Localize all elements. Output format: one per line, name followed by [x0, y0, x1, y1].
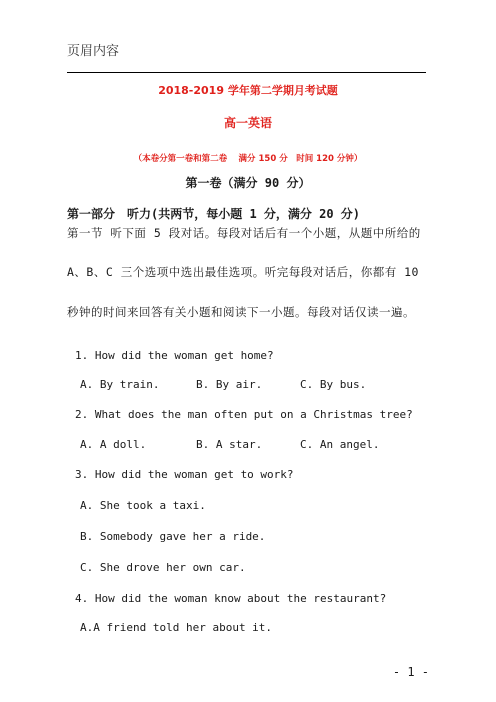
question-3-option-c: C. She drove her own car. — [80, 561, 246, 574]
part-heading: 第一部分 听力(共两节，每小题 1 分，满分 20 分) — [67, 207, 361, 221]
question-3-option-b: B. Somebody gave her a ride. — [80, 530, 266, 543]
instruction-line-2: A、B、C 三个选项中选出最佳选项。听完每段对话后，你都有 10 — [67, 265, 419, 279]
header-rule — [67, 72, 426, 73]
question-1-option-c: C. By bus. — [300, 378, 367, 391]
question-2-option-b: B. A star. — [196, 438, 263, 451]
question-2-option-a: A. A doll. — [80, 438, 147, 451]
question-3-stem: 3. How did the woman get to work? — [75, 468, 294, 481]
question-2-stem: 2. What does the man often put on a Christmas tree? — [75, 408, 413, 421]
exam-title: 2018-2019 学年第二学期月考试题 — [158, 84, 338, 97]
volume-heading: 第一卷（满分 90 分） — [185, 176, 311, 190]
question-1-option-a: A. By train. — [80, 378, 160, 391]
question-3-option-a: A. She took a taxi. — [80, 499, 206, 512]
exam-subject: 高一英语 — [223, 116, 272, 130]
question-4-option-a: A.A friend told her about it. — [80, 621, 273, 634]
page-header: 页眉内容 — [67, 44, 120, 59]
question-1-stem: 1. How did the woman get home? — [75, 349, 274, 362]
question-2-option-c: C. An angel. — [300, 438, 380, 451]
question-4-stem: 4. How did the woman know about the restaurant? — [75, 592, 387, 605]
instruction-line-3: 秒钟的时间来回答有关小题和阅读下一小题。每段对话仅读一遍。 — [67, 305, 415, 319]
question-1-option-b: B. By air. — [196, 378, 263, 391]
page-number: - 1 - — [392, 665, 429, 679]
instruction-line-1: 第一节 听下面 5 段对话。每段对话后有一个小题，从题中所给的 — [67, 226, 421, 240]
exam-note: （本卷分第一卷和第二卷 满分 150 分 时间 120 分钟） — [133, 154, 363, 164]
